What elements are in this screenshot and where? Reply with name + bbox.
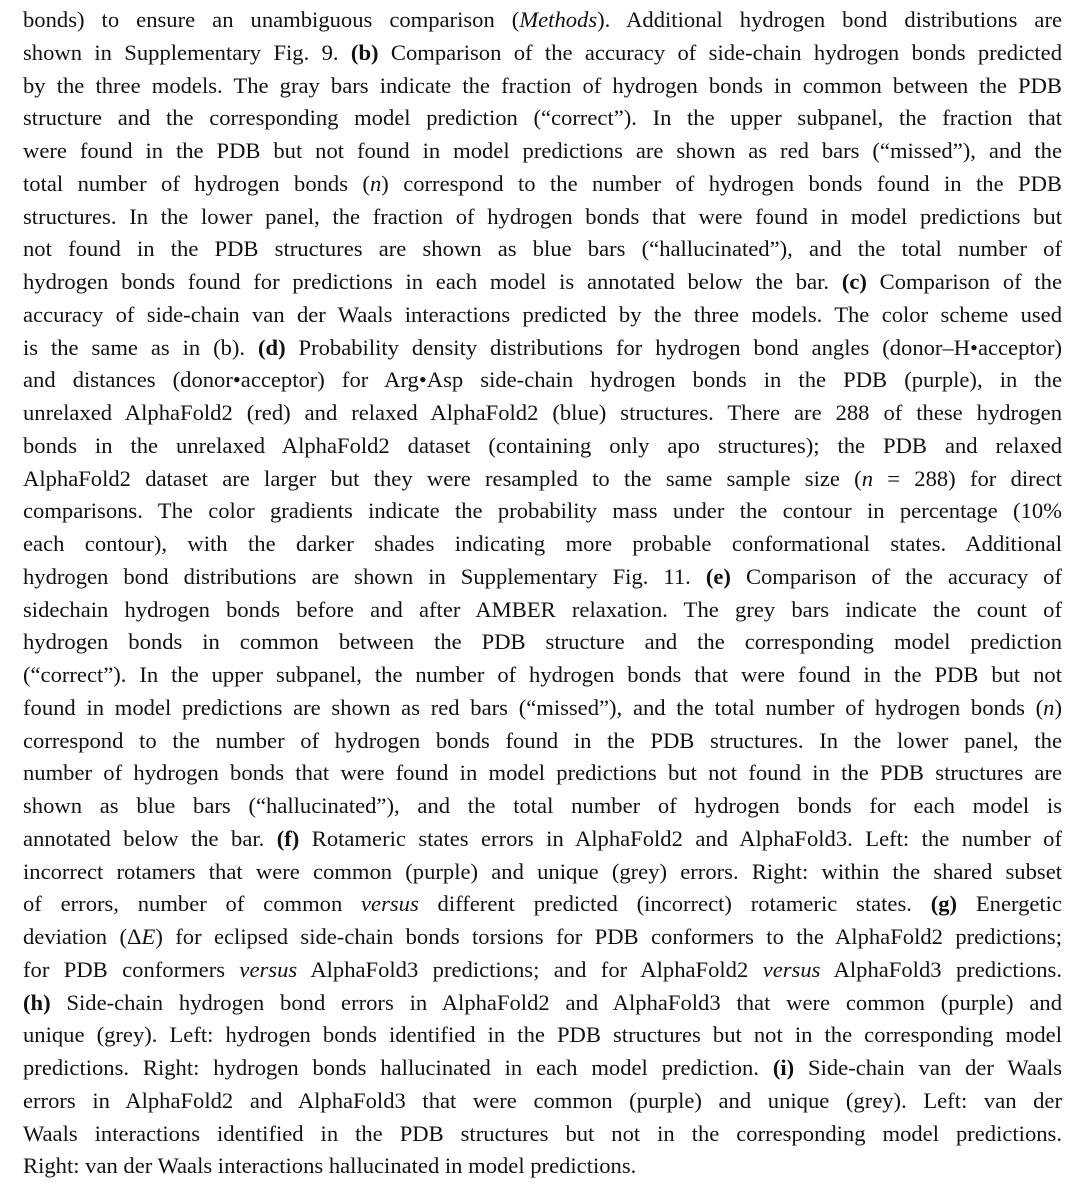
caption-text: bonds in the unrelaxed AlphaFold2 dataset (containing only apo structures); the PDB and relaxed: [23, 432, 1062, 458]
caption-text: unrelaxed AlphaFold2 (red) and relaxed AlphaFold2 (blue) structures. There are 288 of these hydrogen: [23, 400, 1062, 425]
caption-line: [23, 725, 1062, 758]
caption-text: ) for eclipsed side-chain bonds torsions for PDB conformers to the AlphaFold2 predictions;: [155, 924, 1062, 949]
caption-line: [23, 594, 1062, 627]
figure-caption-paragraph: [23, 4, 1062, 1183]
panel-label: (f): [276, 825, 300, 851]
caption-line: [23, 463, 1062, 496]
caption-text: Comparison of the: [866, 269, 1062, 294]
panel-label: (d): [258, 334, 286, 360]
caption-line: [23, 201, 1062, 234]
caption-line: [23, 659, 1062, 692]
panel-label: (c): [841, 269, 867, 294]
caption-line: [23, 987, 1062, 1020]
caption-line: [23, 1085, 1062, 1118]
caption-text: ). Additional hydrogen bond distributions are: [597, 7, 1063, 32]
caption-text: Probability density distributions for hydrogen bond angles (donor–H•acceptor): [285, 334, 1062, 360]
caption-text: Rotameric states errors in AlphaFold2 and AlphaFold3. Left: the number of: [299, 825, 1062, 851]
caption-text: bonds) to ensure an unambiguous comparison (: [23, 7, 520, 32]
caption-text: accuracy of side-chain van der Waals interactions predicted by the three models. The color scheme used: [23, 301, 1062, 327]
italic-term: n: [861, 465, 874, 491]
caption-text: found in model predictions are shown as red bars (“missed”), and the total number of hydrogen bonds (: [23, 694, 1044, 720]
caption-text: structures. In the lower panel, the fraction of hydrogen bonds that were found in model predictions but: [23, 203, 1062, 229]
caption-text: Waals interactions identified in the PDB structures but not in the corresponding model predictions.: [23, 1120, 1062, 1146]
caption-line: [23, 790, 1062, 823]
caption-line: [23, 299, 1062, 332]
caption-line: [23, 135, 1062, 168]
caption-text: comparisons. The color gradients indicate the probability mass under the contour in percentage (10%: [23, 498, 1062, 524]
caption-line: [23, 430, 1062, 463]
caption-line: [23, 528, 1062, 561]
caption-text: incorrect rotamers that were common (purple) and unique (grey) errors. Right: within the shared subset: [23, 858, 1062, 884]
caption-text: shown in Supplementary Fig. 9.: [23, 39, 351, 65]
italic-term: E: [141, 924, 156, 949]
panel-label: (b): [350, 39, 379, 65]
caption-text: each contour), with the darker shades indicating more probable conformational states. Additional: [23, 531, 1062, 556]
caption-text: Comparison of the accuracy of: [730, 563, 1062, 589]
caption-line: [23, 37, 1062, 70]
caption-line: [23, 168, 1062, 201]
caption-text: AlphaFold3 predictions; and for AlphaFold2: [297, 956, 763, 982]
caption-text: of errors, number of common: [23, 891, 362, 917]
caption-line: [23, 495, 1062, 528]
caption-line: [23, 1150, 1062, 1183]
caption-text: correspond to the number of hydrogen bonds found in the PDB structures. In the lower panel, the: [23, 727, 1062, 753]
caption-text: errors in AlphaFold2 and AlphaFold3 that were common (purple) and unique (grey). Left: van der: [23, 1087, 1062, 1113]
caption-text: ) correspond to the number of hydrogen bonds found in the PDB: [381, 170, 1062, 196]
caption-text: hydrogen bonds found for predictions in each model is annotated below the bar.: [23, 269, 842, 294]
panel-label: (e): [705, 563, 731, 589]
caption-line: [23, 4, 1062, 37]
italic-term: versus: [361, 891, 419, 917]
caption-text: unique (grey). Left: hydrogen bonds identified in the PDB structures but not in the corresponding model: [23, 1022, 1062, 1048]
caption-line: [23, 921, 1062, 954]
italic-term: n: [369, 170, 382, 196]
caption-line: [23, 70, 1062, 103]
caption-text: Energetic: [957, 891, 1062, 917]
caption-line: [23, 626, 1062, 659]
caption-line: [23, 757, 1062, 790]
caption-text: hydrogen bonds in common between the PDB structure and the corresponding model prediction: [23, 629, 1062, 655]
caption-text: AlphaFold2 dataset are larger but they were resampled to the same sample size (: [23, 465, 862, 491]
caption-text: is the same as in (b).: [23, 334, 258, 360]
caption-line: [23, 332, 1062, 365]
caption-text: for PDB conformers: [23, 956, 240, 982]
caption-line: [23, 856, 1062, 889]
caption-text: structure and the corresponding model prediction (“correct”). In the upper subpanel, the fraction that: [23, 105, 1062, 131]
caption-text: hydrogen bond distributions are shown in Supplementary Fig. 11.: [23, 563, 706, 589]
caption-text: Comparison of the accuracy of side-chain hydrogen bonds predicted: [378, 39, 1062, 65]
caption-text: number of hydrogen bonds that were found in model predictions but not found in the PDB structures are: [23, 760, 1062, 786]
caption-line: [23, 364, 1062, 397]
caption-line: [23, 1118, 1062, 1151]
caption-text: deviation (Δ: [23, 924, 142, 949]
caption-text: (“correct”). In the upper subpanel, the number of hydrogen bonds that were found in the PDB but not: [23, 662, 1062, 687]
caption-text: annotated below the bar.: [23, 825, 277, 851]
caption-text: not found in the PDB structures are shown as blue bars (“hallucinated”), and the total number of: [23, 236, 1062, 262]
caption-line: [23, 888, 1062, 921]
caption-text: Right: van der Waals interactions hallucinated in model predictions.: [23, 1153, 637, 1179]
caption-line: [23, 1052, 1062, 1085]
caption-text: and distances (donor•acceptor) for Arg•Asp side-chain hydrogen bonds in the PDB (purple), in the: [23, 367, 1062, 393]
caption-text: different predicted (incorrect) rotameric states.: [418, 891, 931, 917]
caption-text: predictions. Right: hydrogen bonds hallucinated in each model prediction.: [23, 1055, 773, 1080]
italic-term: versus: [239, 956, 298, 982]
caption-text: by the three models. The gray bars indicate the fraction of hydrogen bonds in common between the PDB: [23, 72, 1062, 98]
caption-text: Side-chain hydrogen bond errors in AlphaFold2 and AlphaFold3 that were common (purple) and: [50, 989, 1062, 1015]
caption-text: were found in the PDB but not found in model predictions are shown as red bars (“missed”), and the: [23, 138, 1062, 163]
italic-term: n: [1043, 694, 1055, 720]
panel-label: (g): [930, 891, 958, 917]
caption-line: [23, 397, 1062, 430]
panel-label: (i): [772, 1055, 795, 1080]
caption-text: AlphaFold3 predictions.: [820, 956, 1062, 982]
italic-term: Methods: [519, 7, 598, 32]
caption-text: = 288) for direct: [873, 465, 1063, 491]
caption-text: Side-chain van der Waals: [794, 1055, 1062, 1080]
caption-text: ): [1054, 694, 1062, 720]
caption-text: total number of hydrogen bonds (: [23, 170, 370, 196]
italic-term: versus: [762, 956, 821, 982]
caption-line: [23, 823, 1062, 856]
caption-line: [23, 266, 1062, 299]
caption-line: [23, 1019, 1062, 1052]
caption-line: [23, 954, 1062, 987]
caption-line: [23, 692, 1062, 725]
panel-label: (h): [23, 989, 51, 1015]
caption-line: [23, 102, 1062, 135]
caption-text: shown as blue bars (“hallucinated”), and the total number of hydrogen bonds for each model is: [23, 793, 1062, 818]
caption-line: [23, 561, 1062, 594]
caption-line: [23, 233, 1062, 266]
caption-text: sidechain hydrogen bonds before and after AMBER relaxation. The grey bars indicate the count of: [23, 596, 1062, 622]
